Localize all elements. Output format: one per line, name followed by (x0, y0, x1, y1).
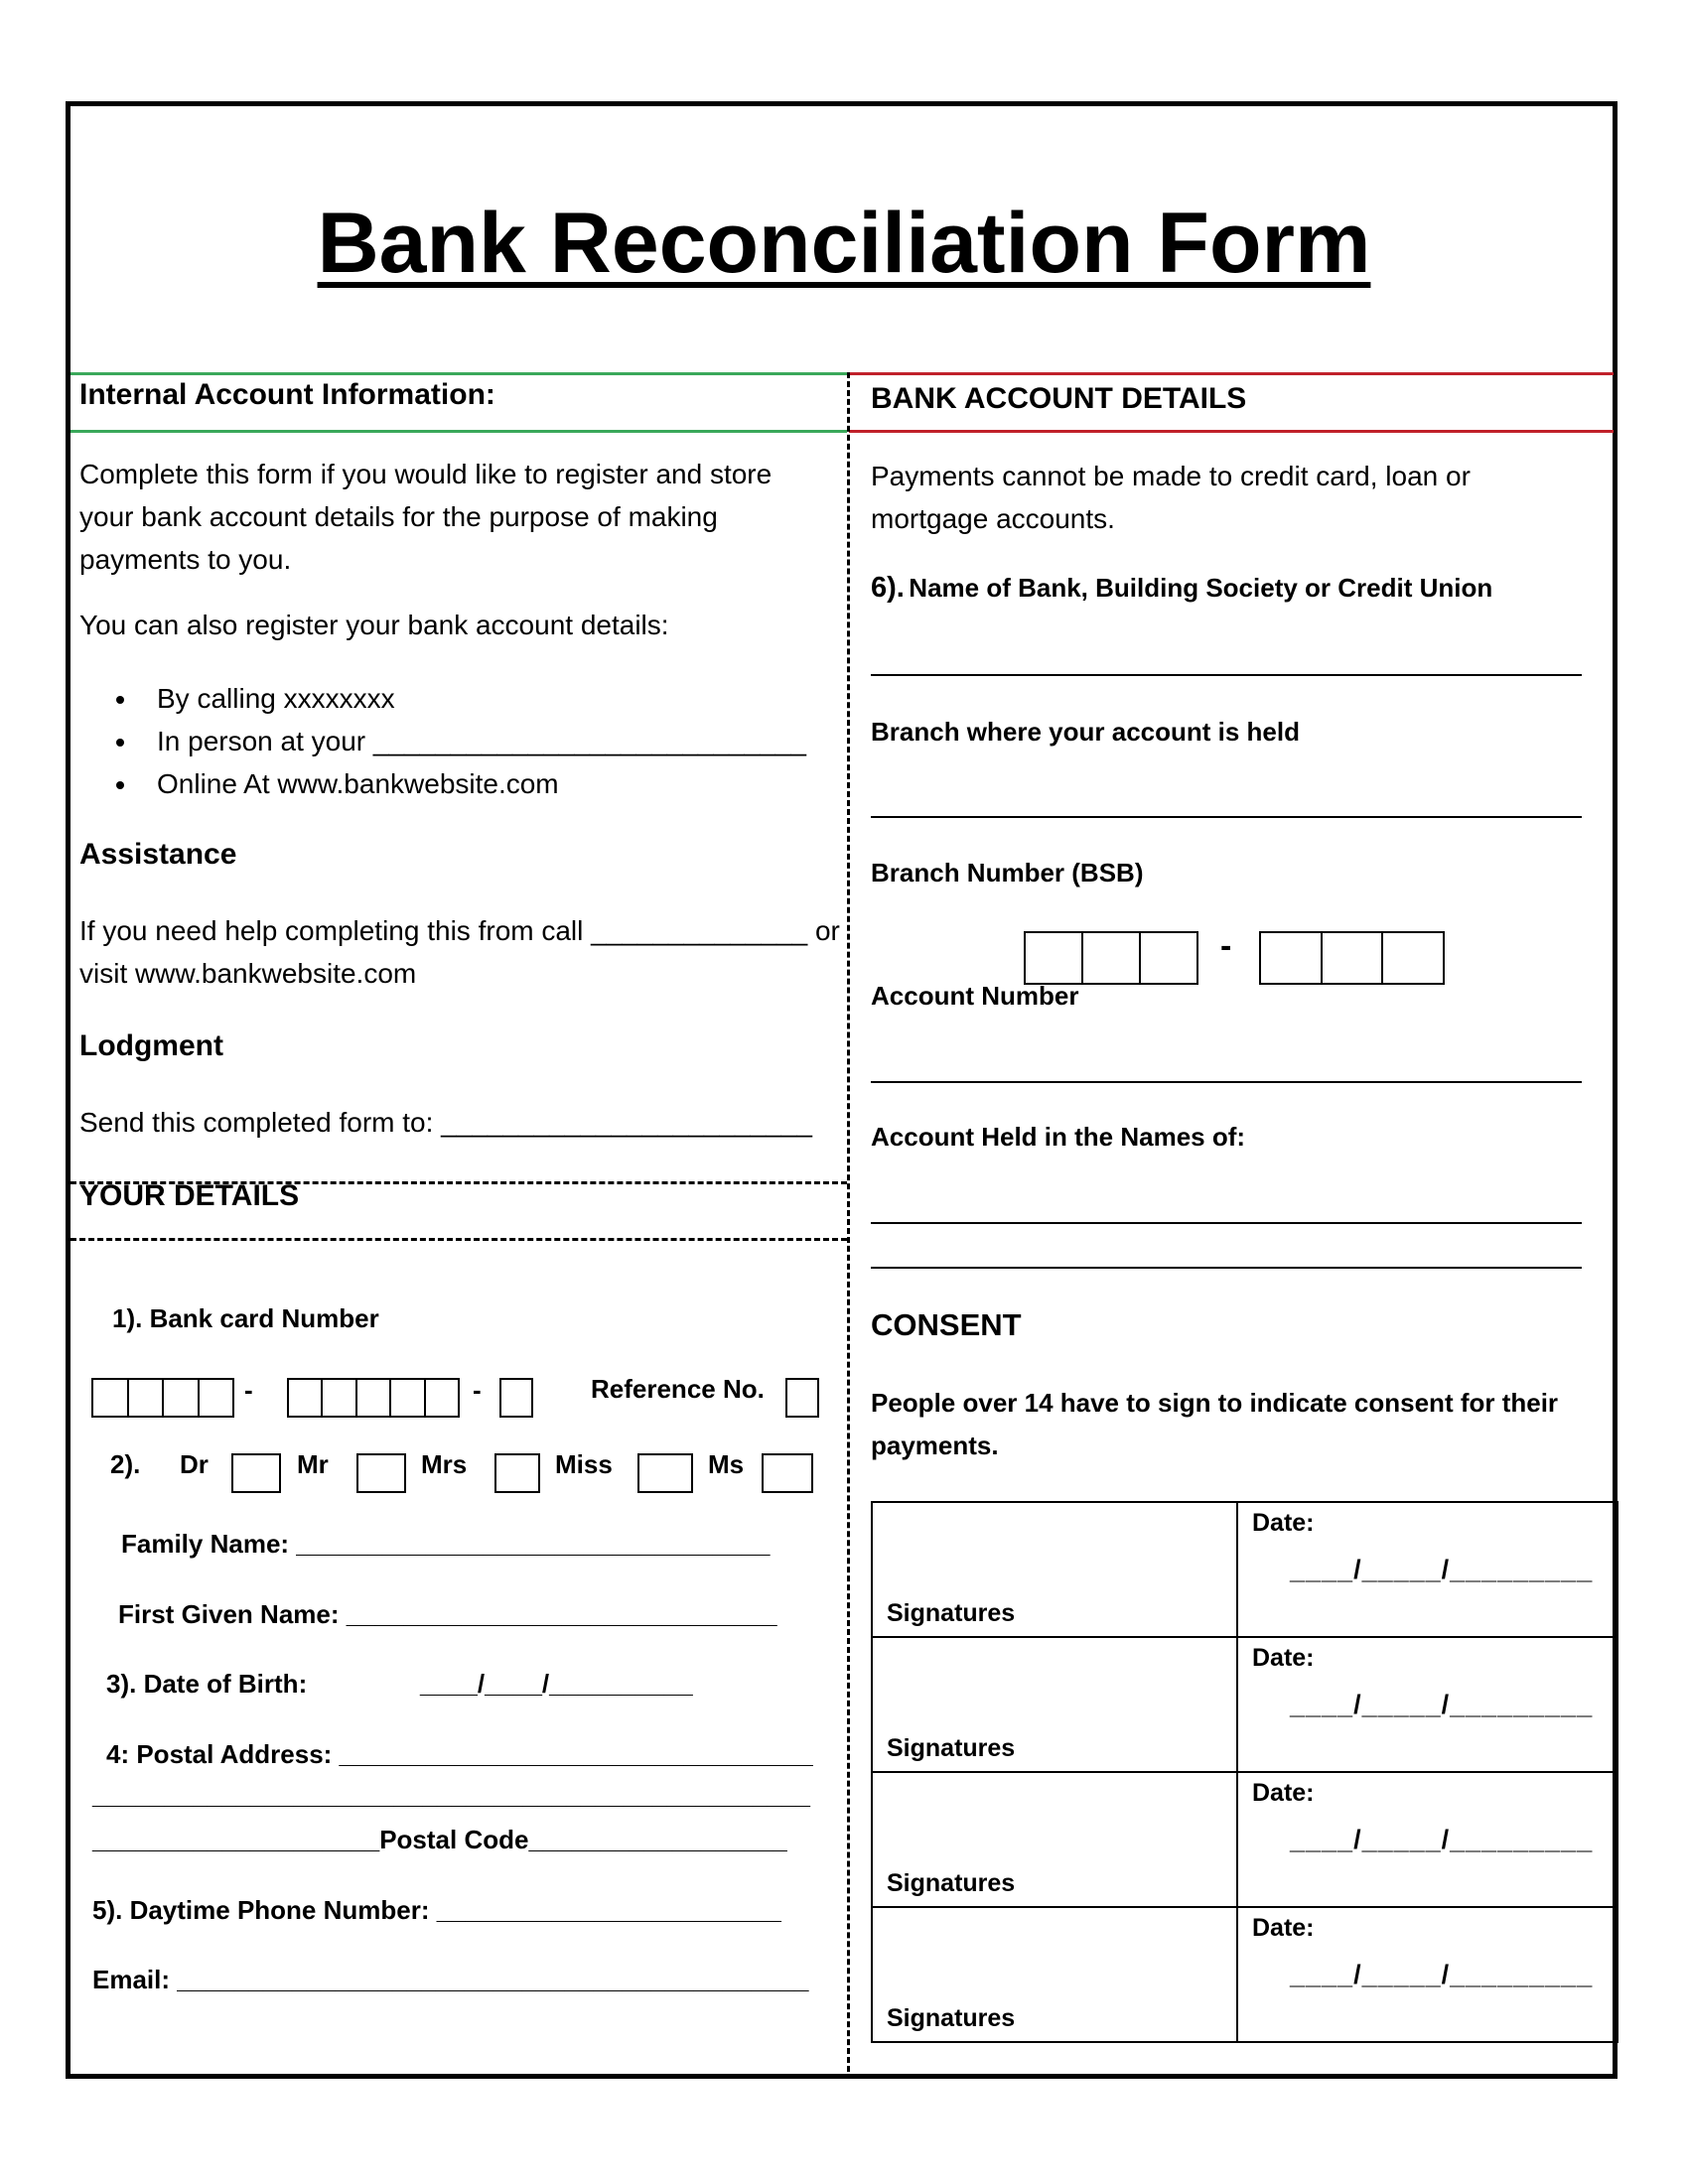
lodgment-heading: Lodgment (79, 1029, 223, 1062)
bank-intro-text: Payments cannot be made to credit card, loan or mortgage accounts. (871, 461, 1471, 534)
bank-account-heading: BANK ACCOUNT DETAILS (871, 382, 1247, 415)
date-label: Date: (1252, 1644, 1315, 1672)
green-rule-top (70, 372, 847, 375)
intro-text: Complete this form if you would like to register and store your bank account details for the purpose of making payments to you. (79, 459, 773, 575)
bsb-group-2[interactable] (1259, 931, 1445, 985)
date-label: Date: (1252, 1779, 1315, 1807)
bank-card-dash-1: - (244, 1375, 253, 1405)
signature-row (872, 1907, 1618, 2042)
consent-heading: CONSENT (871, 1307, 1022, 1342)
title-mr-label: Mr (297, 1449, 329, 1479)
date-label: Date: (1252, 1509, 1315, 1537)
bank-name-line[interactable] (871, 674, 1582, 676)
account-number-line[interactable] (871, 1081, 1582, 1083)
branch-label: Branch where your account is held (871, 717, 1300, 747)
signature-cell[interactable] (872, 1907, 1237, 2042)
postal-address-field[interactable]: 4: Postal Address: _________________________________ (106, 1739, 813, 1769)
branch-line[interactable] (871, 816, 1582, 818)
date-field[interactable]: ____/_____/_________ (1290, 1825, 1594, 1854)
bank-name-label: 6). Name of Bank, Building Society or Credit Union (871, 572, 1493, 604)
signature-cell[interactable] (872, 1772, 1237, 1907)
option-in-person: • In person at your ____________________________ (139, 720, 806, 762)
daytime-phone-field[interactable]: 5). Daytime Phone Number: ________________________ (92, 1895, 781, 1925)
title-prefix: 2). (110, 1449, 141, 1479)
column-divider (847, 372, 850, 2072)
account-names-line-2[interactable] (871, 1267, 1582, 1269)
assistance-text-1: If you need help completing this from call ______________ or (79, 915, 840, 946)
title-mrs-checkbox[interactable] (494, 1453, 540, 1493)
title-mr-checkbox[interactable] (356, 1453, 406, 1493)
title-mrs-label: Mrs (421, 1449, 468, 1479)
your-details-rule-bottom (70, 1238, 847, 1241)
postal-address-line[interactable]: __________________________________________________ (92, 1780, 810, 1810)
lodgment-text: Send this completed form to: ________________________ (79, 1107, 812, 1138)
account-names-label: Account Held in the Names of: (871, 1122, 1246, 1152)
title-miss-label: Miss (555, 1449, 613, 1479)
family-name-field[interactable]: Family Name: _________________________________ (121, 1529, 771, 1559)
title-miss-checkbox[interactable] (637, 1453, 693, 1493)
title-dr-label: Dr (180, 1449, 209, 1479)
date-field[interactable]: ____/_____/_________ (1290, 1555, 1594, 1584)
first-given-name-field[interactable]: First Given Name: ______________________________ (118, 1599, 777, 1629)
signature-row (872, 1502, 1618, 1637)
signature-label: Signatures (887, 1599, 1016, 1627)
signature-table (871, 1501, 1618, 2043)
postal-code-field[interactable]: ____________________Postal Code__________________ (92, 1825, 787, 1854)
reference-label: Reference No. (591, 1374, 765, 1404)
bank-card-check-digit[interactable] (499, 1378, 533, 1418)
bank-card-group-2[interactable] (287, 1378, 460, 1418)
signature-label: Signatures (887, 2004, 1016, 2032)
form-title: Bank Reconciliation Form (317, 196, 1371, 291)
account-names-line-1[interactable] (871, 1222, 1582, 1224)
signature-cell[interactable] (872, 1502, 1237, 1637)
bank-card-label: 1). Bank card Number (112, 1303, 379, 1333)
email-field[interactable]: Email: ____________________________________________ (92, 1965, 809, 1994)
signature-row (872, 1637, 1618, 1772)
option-online: • Online At www.bankwebsite.com (139, 762, 806, 805)
assistance-heading: Assistance (79, 838, 237, 871)
dob-label: 3). Date of Birth: (106, 1669, 308, 1699)
internal-account-heading: Internal Account Information: (79, 378, 495, 411)
date-cell[interactable] (1237, 1637, 1618, 1772)
bank-card-group-1[interactable] (91, 1378, 234, 1418)
title-ms-checkbox[interactable] (762, 1453, 813, 1493)
date-cell[interactable] (1237, 1907, 1618, 2042)
signature-row (872, 1772, 1618, 1907)
register-options-list (99, 677, 806, 805)
date-label: Date: (1252, 1914, 1315, 1942)
signature-cell[interactable] (872, 1637, 1237, 1772)
date-field[interactable]: ____/_____/_________ (1290, 1690, 1594, 1719)
title-ms-label: Ms (708, 1449, 745, 1479)
date-cell[interactable] (1237, 1502, 1618, 1637)
also-register-text: You can also register your bank account details: (79, 610, 669, 640)
option-phone: • By calling xxxxxxxx (139, 677, 806, 720)
date-field[interactable]: ____/_____/_________ (1290, 1960, 1594, 1989)
date-cell[interactable] (1237, 1772, 1618, 1907)
bsb-label: Branch Number (BSB) (871, 858, 1144, 887)
signature-label: Signatures (887, 1734, 1016, 1762)
red-rule-bottom (849, 430, 1614, 433)
bank-card-dash-2: - (473, 1375, 482, 1405)
dob-field[interactable]: ____/____/__________ (420, 1669, 693, 1699)
bsb-group-1[interactable] (1024, 931, 1198, 985)
title-dr-checkbox[interactable] (231, 1453, 281, 1493)
assistance-text-2: visit www.bankwebsite.com (79, 958, 417, 989)
consent-text: People over 14 have to sign to indicate consent for their payments. (871, 1388, 1559, 1460)
bsb-dash: - (1220, 927, 1232, 965)
your-details-heading: YOUR DETAILS (79, 1179, 300, 1212)
signature-label: Signatures (887, 1869, 1016, 1897)
reference-box[interactable] (785, 1378, 819, 1418)
green-rule-bottom (70, 430, 847, 433)
account-number-label: Account Number (871, 981, 1079, 1011)
red-rule-top (849, 372, 1614, 375)
